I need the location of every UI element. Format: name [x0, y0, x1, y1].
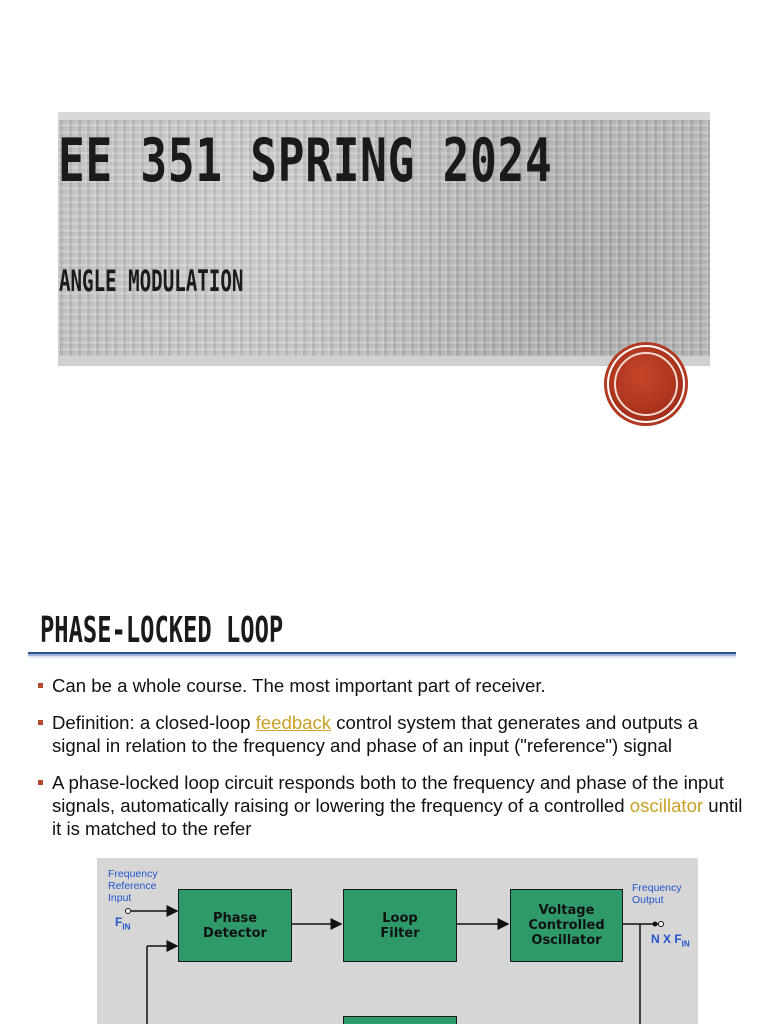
oscillator-link[interactable]: oscillator	[629, 795, 704, 816]
loop-filter-block	[343, 889, 457, 962]
output-symbol: N X $F_{IN}$	[651, 932, 690, 949]
output-terminal	[659, 922, 664, 927]
course-subtitle: ANGLE MODULATION	[59, 264, 244, 298]
title-underline	[28, 652, 736, 658]
bullet-item	[38, 674, 748, 697]
input-label: Frequency Reference Input	[108, 868, 158, 904]
input-symbol: $F_{IN}$	[115, 915, 131, 932]
pll-block-diagram	[97, 858, 698, 1024]
output-label: Frequency Output	[632, 882, 682, 906]
bullet-square-icon	[38, 683, 43, 688]
block-label: Controlled	[528, 918, 605, 933]
block-label: Filter	[380, 925, 420, 941]
bullet-text: control system that generates and outputs a signal in relation to the frequency and phase of an input ("reference") signal	[52, 712, 699, 756]
block-label: Oscillator	[531, 933, 602, 948]
vco-block	[510, 889, 623, 962]
block-label: Loop	[382, 910, 418, 926]
bullet-text: Can be a whole course. The most important part of receiver.	[52, 675, 546, 696]
course-title: EE 351 SPRING 2024	[58, 126, 553, 196]
bullet-list	[38, 674, 748, 854]
block-label: Detector	[203, 925, 267, 941]
bullet-item	[38, 771, 748, 840]
slide-title: PHASE-LOCKED LOOP	[40, 610, 284, 651]
block-label: Voltage	[538, 903, 595, 918]
input-terminal	[126, 909, 131, 914]
bullet-item	[38, 711, 748, 757]
emblem-ring	[614, 352, 678, 416]
bullet-square-icon	[38, 720, 43, 725]
bullet-text: A phase-locked loop circuit responds both to the frequency and phase of the input signals, automatically raising or lowering the frequency of a controlled	[52, 772, 724, 816]
bullet-square-icon	[38, 780, 43, 785]
title-band-top-edge	[58, 112, 710, 120]
block-label: Phase	[212, 910, 258, 926]
bullet-text: Definition: a closed-loop	[52, 712, 256, 733]
bullet-text: until it is matched to the refer	[52, 795, 743, 839]
phase-detector-block	[178, 889, 292, 962]
feedback-link[interactable]: feedback	[255, 712, 332, 733]
divider-block	[343, 1016, 457, 1024]
pll-slide	[0, 560, 768, 1024]
